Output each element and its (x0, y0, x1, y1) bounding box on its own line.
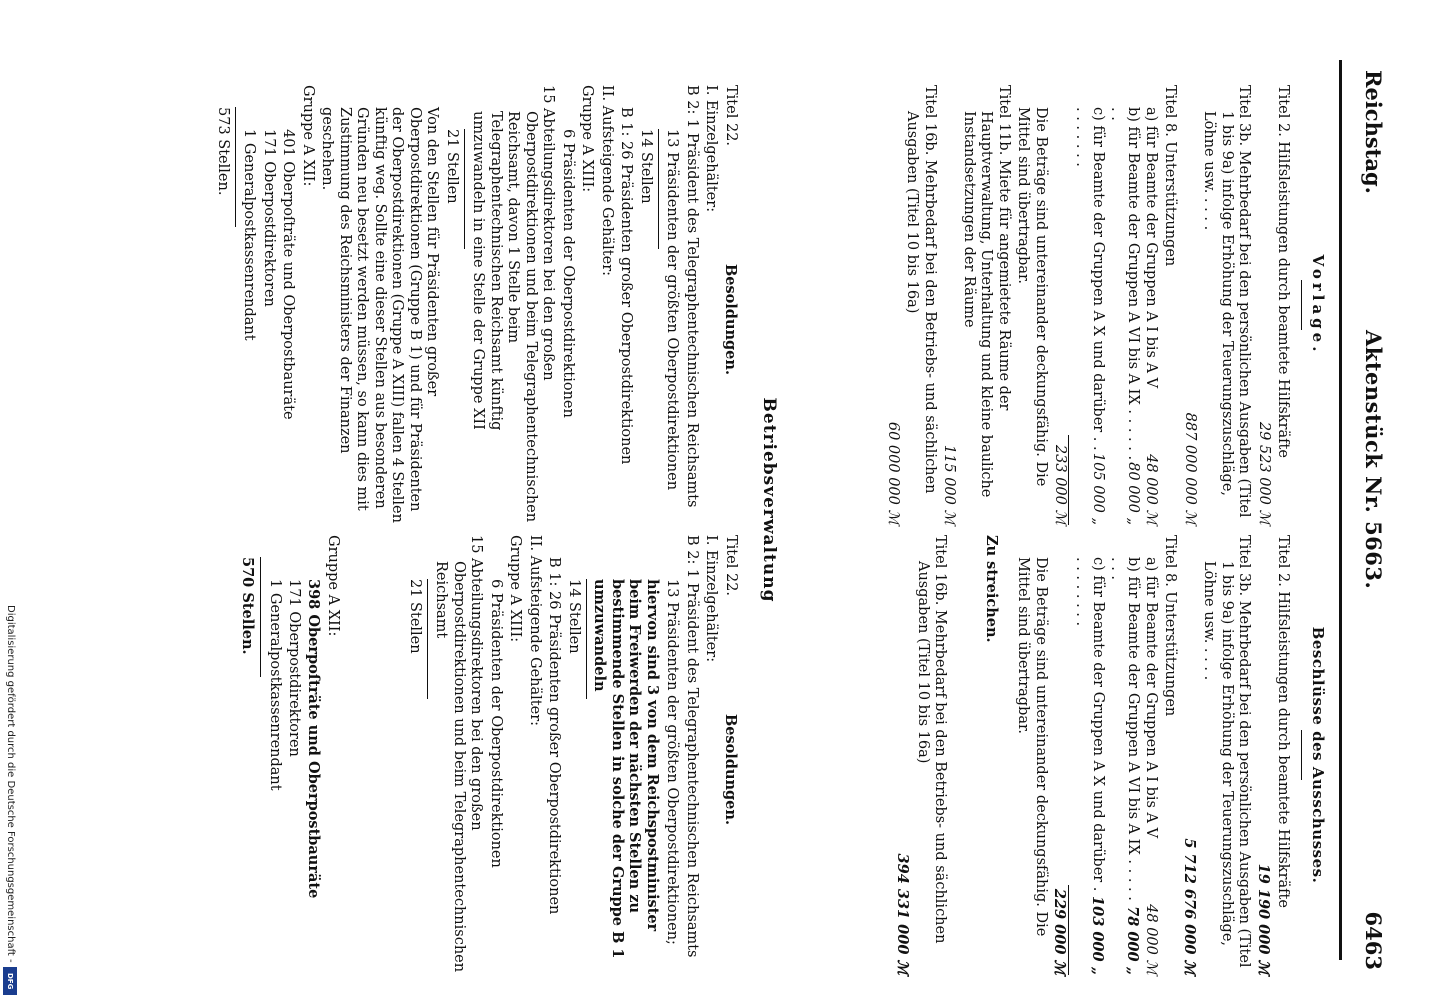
titel16b-text: Titel 16b. Mehrbedarf bei den Betriebs- und sächlichen Ausgaben (Titel 10 bis 16a) (904, 85, 938, 494)
titel8-sum: 233 000 ℳ (1052, 444, 1069, 525)
titel8-item-b: b) für Beamte der Gruppen A VI bis A IX . . . . . . . . 78 000 „ (1108, 557, 1142, 975)
gruppe-xii: Gruppe A XII: (300, 85, 316, 187)
column-beschluesse (894, 535, 1334, 975)
titel2-amount: 19 190 000 ℳ (1255, 863, 1272, 975)
header-rule (1339, 60, 1342, 960)
titel11b-amount: 115 000 ℳ (941, 444, 958, 525)
titel8-item-a: a) für Beamte der Gruppen A I bis A V 48 000 ℳ (1143, 557, 1159, 975)
stellen-573: 573 Stellen. (215, 107, 231, 196)
section-vorlage (212, 85, 740, 525)
titel8-item-c: c) für Beamte der Gruppen A X und darüber . . . . . . . . . 103 000 „ (1073, 557, 1107, 975)
section-title: Betriebsverwaltung (759, 397, 779, 603)
xii-171: 171 Oberpostdirektoren (261, 129, 277, 307)
b2-13-line: 13 Präsidenten der größten Oberpostdirektionen; (664, 579, 681, 945)
gruppe-xiii: Gruppe A XIII: (579, 85, 596, 193)
gruppe-xii: Gruppe A XII: (325, 535, 342, 637)
rule (427, 579, 428, 699)
stellen-14: 14 Stellen (566, 579, 582, 654)
einzelgehaelter: I. Einzelgehälter: (703, 85, 720, 213)
titel3b-text: Titel 3b. Mehrbedarf bei den persönlichen Ausgaben (Titel 1 bis 9a) infolge Erhöhung der Teuerungszuschläge, Löhne usw. . . . . (1201, 85, 1253, 518)
titel16b-amount: 60 000 000 ℳ (885, 421, 901, 525)
titel16b-text: Titel 16b. Mehrbedarf bei den Betriebs- und sächlichen Ausgaben (Titel 10 bis 16a) (915, 535, 949, 944)
einzelgehaelter: I. Einzelgehälter: (703, 535, 720, 663)
rule (658, 129, 659, 249)
digitization-footer (2, 605, 18, 995)
sum-rule (1069, 885, 1070, 975)
stellen-21: 21 Stellen (407, 579, 423, 654)
gruppe-xiii: Gruppe A XIII: (507, 535, 524, 643)
column-vorlage (884, 85, 1335, 525)
xiii-15: 15 Abteilungsdirektoren bei den großen Oberpostdirektionen und beim Telegraphentechnischen Reichsamt, davon 1 Stelle beim Telegraphentechnischen Reichsamt künftig umzuwandeln in eine Stelle der Gruppe XII (470, 85, 557, 523)
b2-line: B 2: 1 Präsident des Telegraphentechnischen Reichsamts (684, 535, 700, 958)
xii-398: 398 Oberpoſträte und Oberpostbauräte (305, 579, 322, 899)
xii-1: 1 Generalpostkassenrendant (267, 579, 283, 791)
stellen-14: 14 Stellen (638, 129, 654, 204)
column-title: Vorlage. (1309, 254, 1327, 356)
stellen-21: 21 Stellen (444, 129, 460, 204)
rule (235, 107, 236, 227)
column-title: Beschlüsse des Ausschusses. (1309, 626, 1327, 884)
titel2-label: Titel 2. Hilfsleistungen durch beamtete Hilfskräfte (1275, 85, 1292, 458)
digitization-note: Digitalisierung gefördert durch die Deutsche Forschungsgemeinschaft - (5, 605, 16, 963)
header-left: Reichstag. (1361, 70, 1386, 194)
b1-line: B 1: 26 Präsidenten großer Oberpostdirektionen (618, 107, 635, 465)
reduction-note: Von den Stellen für Präsidenten großer Oberpostdirektionen (Gruppe B 1) und für Präsidenten der Oberpostdirektionen (Gruppe A XIII) fallen 4 Stellen künftig weg. Sollte eine dieser Stellen aus besonderen Gründen neu besetzt werden müssen, so kann dies mit Zustimmung des Reichsministers der Finanzen geschehen. (319, 107, 441, 523)
rule (586, 579, 587, 699)
titel8-note: Die Beträge sind untereinander deckungsfähig. Die Mittel sind übertragbar. (1015, 557, 1049, 937)
xiii-6: 6 Präsidenten der Oberpostdirektionen (560, 129, 576, 418)
titel2-amount: 29 523 000 ℳ (1256, 421, 1272, 525)
b1-line: B 1: 26 Präsidenten großer Oberpostdirektionen (546, 557, 563, 915)
xiii-6: 6 Präsidenten der Oberpostdirektionen (488, 579, 504, 868)
title-rule (1302, 730, 1303, 780)
titel11b-strike: Zu streichen. (983, 535, 1000, 643)
titel3b-amount: 887 000 000 ℳ (1182, 412, 1198, 525)
page-header (1352, 70, 1394, 970)
dfg-logo: DFG (3, 967, 17, 995)
xiii-15: 15 Abteilungsdirektoren bei den großen Oberpostdirektionen und beim Telegraphentechnischen Reichsamt (433, 535, 485, 973)
header-center: Aktenstück Nr. 5663. (1361, 330, 1386, 590)
rule (261, 557, 262, 677)
b2-line: B 2: 1 Präsident des Telegraphentechnischen Reichsamts (684, 85, 700, 508)
titel3b-text: Titel 3b. Mehrbedarf bei den persönlichen Ausgaben (Titel 1 bis 9a) infolge Erhöhung der Teuerungszuschläge, Löhne usw. . . . . (1201, 535, 1253, 968)
titel8-label: Titel 8. Unterstützungen (1162, 85, 1179, 267)
titel3b-amount: 5 712 676 000 ℳ (1181, 838, 1198, 975)
titel8-item-b: b) für Beamte der Gruppen A VI bis A IX . . . . . . . . 80 000 „ (1108, 107, 1142, 525)
rule (464, 129, 465, 249)
stellen-570: 570 Stellen. (239, 557, 257, 655)
sum-rule (1069, 435, 1070, 525)
titel8-item-a: a) für Beamte der Gruppen A I bis A V 48 000 ℳ (1143, 107, 1159, 525)
titel8-label: Titel 8. Unterstützungen (1162, 535, 1179, 717)
xii-401: 401 Oberpoſträte und Oberpostbauräte (280, 129, 297, 420)
section-beschluesse (237, 535, 739, 975)
xii-171: 171 Oberpostdirektoren (286, 579, 303, 757)
aufsteigend: II. Aufsteigende Gehälter: (527, 535, 543, 727)
titel8-item-c: c) für Beamte der Gruppen A X und darüber . . . . . . . . . 105 000 „ (1073, 107, 1107, 525)
page-number: 6463 (1361, 911, 1386, 970)
titel22-heading: Titel 22. Besoldungen. (722, 535, 739, 825)
titel8-note: Die Beträge sind untereinander deckungsfähig. Die Mittel sind übertragbar. (1015, 107, 1049, 487)
b2-13-amendment: hiervon sind 3 von dem Reichspostminister beim Freiwerden der nächsten Stellen zu bestimmende Stellen in solche der Gruppe B 1 umzuwandeln (591, 579, 661, 959)
titel11b-text: Titel 11b. Miete für angemietete Räume der Hauptverwaltung, Unterhaltung und kleine bauliche Instandsetzungen der Räume (961, 85, 1012, 498)
b2-13-line: 13 Präsidenten der größten Oberpostdirektionen (664, 129, 681, 491)
aufsteigend: II. Aufsteigende Gehälter: (599, 85, 615, 277)
xii-1: 1 Generalpostkassenrendant (241, 129, 258, 341)
titel22-heading: Titel 22. Besoldungen. (722, 85, 739, 375)
titel2-label: Titel 2. Hilfsleistungen durch beamtete Hilfskräfte (1275, 535, 1292, 908)
titel16b-amount: 394 331 000 ℳ (894, 853, 912, 975)
titel8-sum: 229 000 ℳ (1051, 888, 1069, 975)
title-rule (1302, 280, 1303, 330)
